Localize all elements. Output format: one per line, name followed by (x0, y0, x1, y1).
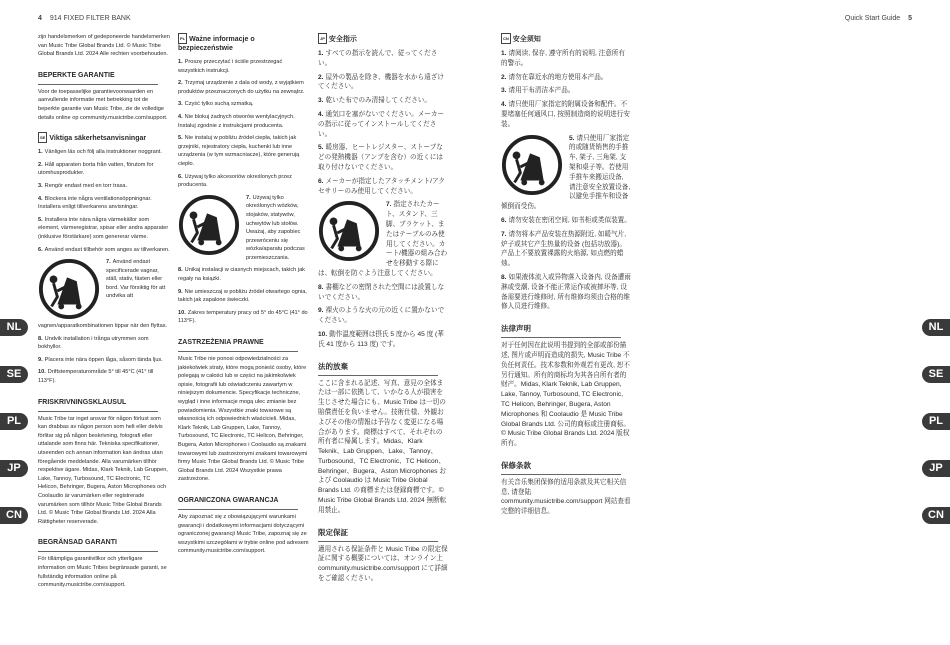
safety-title-jp: JP 安全指示 (318, 33, 448, 44)
dutch-warranty-text: Voor de toepasselijke garantievoorwaarden en aanvullende informatie met betrekking tot de beperkte garantie van Music Tribe, zie de volledige details online op community.musictribe.com/support. (38, 88, 168, 121)
cart-tip-warning-icon (38, 258, 100, 320)
warranty-title-cn: 保修条款 (501, 460, 531, 470)
list-item: 3. Rengör endast med en torr trasa. (38, 182, 128, 189)
divider (38, 551, 158, 552)
divider (178, 509, 298, 510)
right-page-header (845, 15, 912, 22)
list-item: 10. Zakres temperatury pracy od 5° do 45°C (41° do 113°F). (178, 309, 308, 325)
lang-tab-pl-left[interactable]: PL (0, 413, 28, 430)
list-item: 4. Blockera inte några ventilationsöppningnar. Installera enligt tillverkarens anvisningar. (38, 195, 152, 211)
lang-tab-jp-right[interactable]: JP (922, 460, 950, 477)
list-item: 9. Placera inte nära öppen låga, såsom tända ljus. (38, 356, 163, 363)
cart-tip-warning-icon (318, 200, 380, 262)
divider (38, 411, 158, 412)
lang-tab-jp-left[interactable]: JP (0, 460, 28, 477)
list-item: 7. 指定されたカート、スタンド、三脚、ブラケット、またはテーブルのみ使用してください。カート/機器の組み合わせを移動する際には、転倒を防ぐよう注意してください。 (318, 201, 448, 277)
list-item: 4. 请只使用厂家指定的附属设备和配件。不要堵塞任何通风口, 按照制造商的说明进行安装。 (501, 101, 630, 128)
warranty-text-jp: 適用される保証条件と Music Tribe の限定保証に関する概要については、オンライン上 community.musictribe.com/support にて詳細をご確認ください。 (318, 545, 448, 583)
list-item: 8. 如果液体流入或异物落入设备内, 设备遭雨淋或受潮, 设备不能正常运作或被摔坏等, 设备需要进行维修时, 所有维修均须由合格的维修人员进行维修。 (501, 273, 631, 311)
language-flag-cn: CN (501, 33, 511, 44)
disclaimer-text-pl: Music Tribe nie ponosi odpowiedzialności za jakiekolwiek straty, które mogą ponieść osoby, które polegają w całości lub w części na jakimkolwiek opisie, fotografii lub oświadczeniu zawartym w niniejszym dokumencie. Specyfikacje techniczne, wygląd i inne informacje mogą ulec zmianie bez powiadomienia. Wszystkie znaki towarowe są własnością ich odpowiednich właścicieli. Midas, Klark Teknik, Lab Gruppen, Lake, Tannoy, Turbosound, TC Electronic, TC Helicon, Behringer, Bugera, Aston Microphones i Coolaudio są znakami towarowymi lub zastrzeżonymi znakami towarowymi firmy Music Tribe Global Brands Ltd. © Music Tribe Global Brands Ltd. 2024 Wszystkie prawa zastrzeżone. (178, 356, 308, 483)
divider (501, 474, 621, 475)
dutch-warranty-title: BEPERKTE GARANTIE (38, 71, 115, 79)
right-page-number: 5 (908, 15, 912, 22)
list-item: 1. Proszę przeczytać i ściśle przestrzegać wszystkich instrukcji. (178, 59, 283, 74)
list-item: 1. 请阅读, 保存, 遵守所有的说明, 注意所有的警示。 (501, 50, 625, 67)
lang-tab-cn-right[interactable]: CN (922, 507, 950, 524)
warranty-title-pl: OGRANICZONA GWARANCJA (178, 496, 279, 504)
disclaimer-title-cn: 法律声明 (501, 324, 531, 334)
list-item: 2. Trzymaj urządzenie z dala od wody, z wyjątkiem produktów przeznaczonych do użytku na zewnątrz. (178, 80, 305, 95)
lang-tab-pl-right[interactable]: PL (922, 413, 950, 430)
list-item: 9. 裸火のような火の元の近くに置かないでください。 (318, 307, 445, 325)
disclaimer-title-jp: 法的放棄 (318, 361, 348, 371)
list-item: 4. 通気口を塞がないでください。メーカーの指示に従ってインストールしてください。 (318, 110, 445, 138)
list-item: 7. 请勿将本产品安装在热源附近, 如暖气片, 炉子或其它产生热量的设备 (包括功放器)。产品上不要放置裸露的火焰源, 如点燃的蜡烛。 (501, 230, 627, 268)
list-item: 1. すべての指示を読んで、従ってください。 (318, 50, 438, 67)
disclaimer-text-cn: 对于任何因在此说明书提到的全部或部份描述, 图片或声明而造成的损失, Music Tribe 不负任何责任。技术参数和外观若有更改, 恕不另行通知。所有的商标均为其各自所有者的财产。Midas, Klark Teknik, Lab Gruppen, Lake, Tannoy, Turbosound, TC Electronic, TC Helicon, Behringer, Bugera, Aston Microphones 和 Coolaudio 是 Music Tribe Global Brands Ltd. 公司的商标或注册商标。© Music Tribe Global Brands Ltd. 2024 版权所有。 (501, 342, 630, 448)
divider (318, 541, 438, 542)
column-polish (178, 33, 310, 561)
left-header-title: 914 FIXED FILTER BANK (49, 15, 131, 22)
lang-tab-se-left[interactable]: SE (0, 366, 28, 383)
warranty-text-cn: 有关音乐集团保修的适用条款及其它相关信息, 请登陆 community.musictribe.com/support 网站查看完整的详细信息。 (501, 478, 631, 516)
safety-list-se (38, 148, 171, 386)
column-japanese (318, 33, 448, 589)
list-item: 2. 屋外の製品を除き、機器を水から遠ざけてください。 (318, 73, 444, 91)
lang-tab-nl-right[interactable]: NL (922, 319, 950, 336)
dutch-trademark-text: zijn handelsmerken of gedeponeerde handelsmerken van Music Tribe Global Brands Ltd. © Music Tribe Global Brands Ltd. 2024 Alle rechten voorbehouden. (38, 34, 170, 58)
disclaimer-text-se: Music Tribe tar inget ansvar för någon förlust som kan drabbas av någon person som helt eller delvis förlitar sig på någon beskrivning, fotografi eller uttalande som finns här. Tekniska specifikationer, utseenden och annan information kan ändras utan föregående meddelande. Alla varumärken tillhör respektive ägare. Midas, Klark Teknik, Lab Gruppen, Lake, Tannoy, Turbosound, TC Electronic, TC Helicon, Behringer, Bugera, Aston Microphones och Coolaudio är varumärken eller registrerade varumärken som tillhör Music Tribe Global Brands Ltd. © Music Tribe Global Brands Ltd. 2024 Alla Rättigheter reserverade. (38, 415, 168, 525)
list-item: 3. Czyść tylko suchą szmatką. (178, 101, 254, 108)
list-item: 6. メーカーが指定したアタッチメント/アクセサリーのみ使用してください。 (318, 177, 445, 195)
divider (38, 84, 158, 85)
left-page-number: 4 (38, 15, 42, 22)
list-item: 9. Nie umieszczaj w pobliżu źródeł otwartego ognia, takich jak zapalone świeczki. (178, 288, 307, 304)
list-item: 6. Använd endast tillbehör som anges av tillverkaren. (38, 246, 170, 253)
list-item: 4. Nie blokuj żadnych otworów wentylacyjnych. Instaluj zgodnie z instrukcjami producenta. (178, 113, 295, 129)
left-page-header (38, 15, 131, 22)
disclaimer-title-se: FRISKRIVNINGSKLAUSUL (38, 398, 127, 406)
list-item: 10. Driftstemperaturområde 5° till 45°C (41° till 113°F). (38, 369, 154, 385)
column-swedish (38, 33, 171, 595)
warranty-title-jp: 限定保証 (318, 527, 348, 537)
language-flag-se: SE (38, 132, 47, 143)
warranty-text-pl: Aby zapoznać się z obowiązującymi warunkami gwarancji i dodatkowymi informacjami dotyczącymi ograniczonej gwarancji Music Tribe, zapoznaj się ze wszystkimi szczegółami w trybie online pod adresem community.musictribe.com/support. (178, 513, 309, 555)
list-item: 2. Håll apparaten borta från vatten, förutom for utomhusprodukter. (38, 161, 154, 177)
lang-tab-se-right[interactable]: SE (922, 366, 950, 383)
divider (501, 337, 621, 338)
list-item: 7. Använd endast specificerade vagnar, ställ, stativ, fästen eller bord. Var försiktig för att undvika att vagnen/apparatkombinationen tippar när den flyttas. (38, 259, 168, 330)
language-flag-jp: JP (318, 33, 327, 44)
list-item: 3. 请用干布清洁本产品。 (501, 87, 575, 95)
list-item: 8. Undvik installation i trånga utrymmen som bokhyllor. (38, 335, 149, 351)
divider (318, 375, 438, 376)
cart-tip-warning-icon (501, 134, 563, 196)
list-item: 7. Używaj tylko określonych wózków, stojaków, statywów, uchwytów lub stołów. Uważaj, aby zapobiec przewróceniu się wózka/aparatu podczas przemieszczania. (178, 194, 310, 263)
column-chinese (501, 33, 631, 522)
disclaimer-title-pl: ZASTRZEŻENIA PRAWNE (178, 339, 264, 347)
list-item: 5. 请只使用厂家指定的或随货销售的手推车, 架子, 三角架, 支架和桌子等。若使用手推车来搬运设备, 请注意安全放置设备, 以避免手推车和设备倾倒而受伤。 (501, 134, 631, 211)
list-item: 10. 動作温度範囲は摂氏 5 度から 45 度 (華氏 41 度から 113 度) です。 (318, 330, 444, 348)
list-item: 5. Installera inte nära några värmekällor som element, värmeregistrar, spisar eller andra apparater (inklusive förstärkare) som genererar värme. (38, 216, 169, 240)
list-item: 5. Nie instaluj w pobliżu źródeł ciepła, takich jak grzejniki, rejestratory ciepła, kuchenki lub inne urządzenia (w tym wzmacniacze), które generują ciepło. (178, 135, 300, 167)
lang-tab-nl-left[interactable]: NL (0, 319, 28, 336)
right-header-title: Quick Start Guide (844, 15, 901, 22)
list-item: 6. 请勿安装在密闭空间, 如书柜或类似装置。 (501, 216, 631, 224)
language-flag-pl: PL (178, 33, 187, 44)
divider (178, 351, 298, 352)
lang-tab-cn-left[interactable]: CN (0, 507, 28, 524)
list-item: 8. 書棚などの密閉された空間には設置しないでください。 (318, 283, 445, 301)
safety-title-cn: CN 安全须知 (501, 33, 631, 44)
warranty-title-se: BEGRÄNSAD GARANTI (38, 539, 117, 547)
list-item: 3. 乾いた布でのみ清掃してください。 (318, 97, 431, 105)
list-item: 1. Vänligen läs och följ alla instruktioner noggrant. (38, 149, 162, 156)
warranty-text-se: För tillämpliga garantivillkor och ytterligare information om Music Tribes begränsade garanti, se fullständig information online på community.musictribe.com/support. (38, 556, 167, 589)
safety-list-jp (318, 49, 448, 350)
list-item: 8. Unikaj instalacji w ciasnych miejscach, takich jak regały na książki. (178, 267, 305, 283)
safety-list-pl (178, 58, 310, 326)
safety-title-se: SE Viktiga säkerhetsanvisningar (38, 132, 171, 143)
safety-title-pl: PL Ważne informacje o bezpieczeństwie (178, 33, 310, 53)
safety-list-cn (501, 49, 631, 312)
list-item: 2. 请勿在靠近水的地方使用本产品。 (501, 73, 608, 81)
disclaimer-text-jp: ここに含まれる記述、写真、意見の全体または一部に依拠して、いかなる人が損害を生じさせた場合にも、Music Tribe は一切の賠償責任を負いません。技術仕様、外観およびその他の情報は予告なく変更になる場合があります。商標はすべて、それぞれの所有者に帰属します。Midas、Klark Teknik、Lab Gruppen、Lake、Tannoy、Turbosound、TC Electronic、TC Helicon、Behringer、Bugera、Aston Microphones および Coolaudio は Music Tribe Global Brands Ltd. の商標または登録商標です。© Music Tribe Global Brands Ltd. 2024 無断転用禁止。 (318, 379, 447, 514)
list-item: 6. Używaj tylko akcesoriów określonych przez producenta. (178, 173, 292, 189)
list-item: 5. 暖房器、ヒートレジスター、ストーブなどの発熱機器（アンプを含む）の近くには取り付けないでください。 (318, 144, 444, 171)
cart-tip-warning-icon (178, 194, 240, 256)
